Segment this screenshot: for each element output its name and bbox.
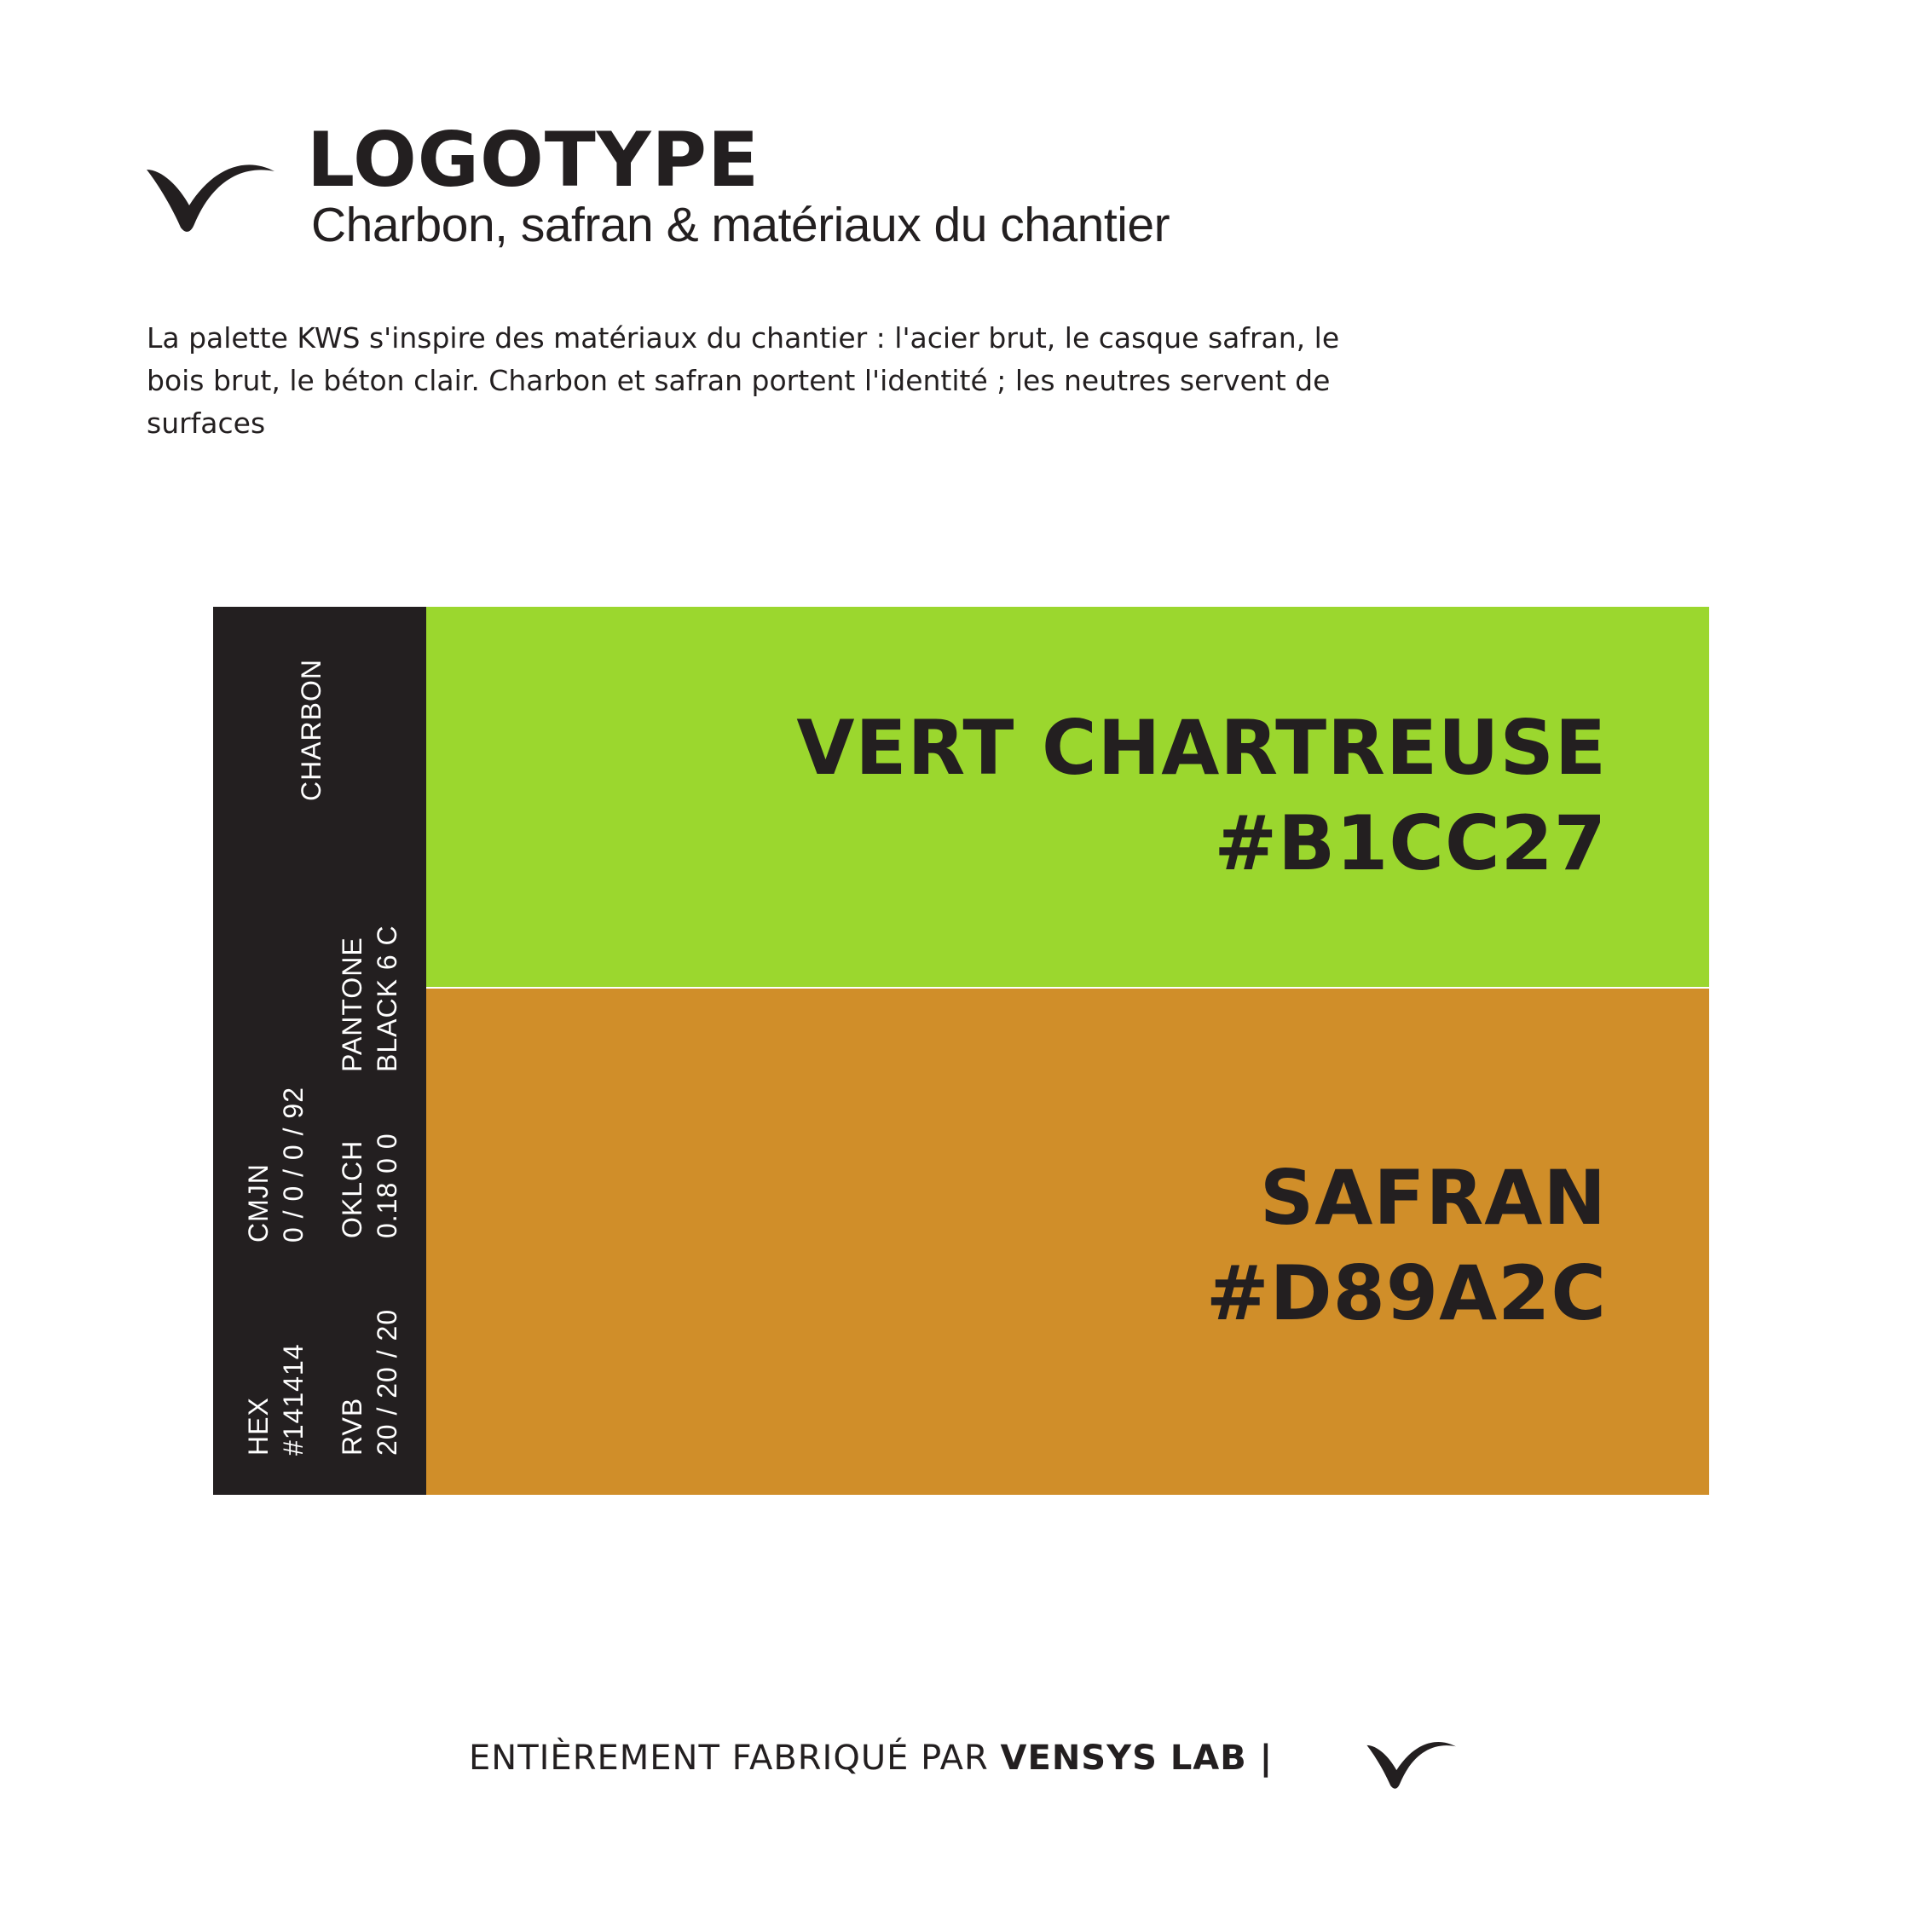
cmjn-value: 0 / 0 / 0 / 92 [278,1087,309,1243]
footer-credit [469,1734,1273,1782]
charbon-name: CHARBON [296,658,326,801]
pantone-label: PANTONE [337,937,367,1072]
swatch-name: VERT CHARTREUSE [796,704,1607,792]
charbon-cmjn [241,1087,311,1243]
footer-logo-mark-icon [1366,1730,1458,1791]
charbon-hex [241,1343,311,1456]
swatch-name: SAFRAN [1259,1154,1607,1242]
logo-mark-icon [145,149,277,234]
charbon-rvb [335,1309,405,1456]
safran-swatch [426,989,1709,1495]
rvb-label: RVB [337,1397,367,1456]
footer-brand: VENSYS LAB | [1000,1739,1274,1778]
charbon-pantone [335,925,405,1072]
cmjn-label: CMJN [243,1163,274,1243]
oklch-value: 0.18 0 0 [372,1133,402,1238]
page-title: LOGOTYPE [307,116,760,204]
vert-chartreuse-swatch [426,607,1709,987]
footer-text: ENTIÈREMENT FABRIQUÉ PAR [469,1739,1001,1778]
rvb-value: 20 / 20 / 20 [372,1308,402,1456]
swatch-hex: #B1CC27 [1214,799,1607,887]
vert-chartreuse-label [796,701,1607,891]
hex-label: HEX [243,1397,274,1456]
charbon-color-panel [213,607,426,1495]
safran-label [1206,1151,1607,1341]
intro-paragraph: La palette KWS s'inspire des matériaux du chantier : l'acier brut, le casque safran, le bois brut, le béton clair. Charbon et safran portent l'identité ; les neutres servent de surfaces [147,321,1340,440]
hex-value: #141414 [278,1343,309,1456]
charbon-oklch [335,1133,405,1238]
oklch-label: OKLCH [337,1139,367,1238]
page-subtitle: Charbon, safran & matériaux du chantier [311,198,1170,252]
swatch-hex: #D89A2C [1205,1249,1607,1337]
pantone-value: BLACK 6 C [372,925,402,1072]
